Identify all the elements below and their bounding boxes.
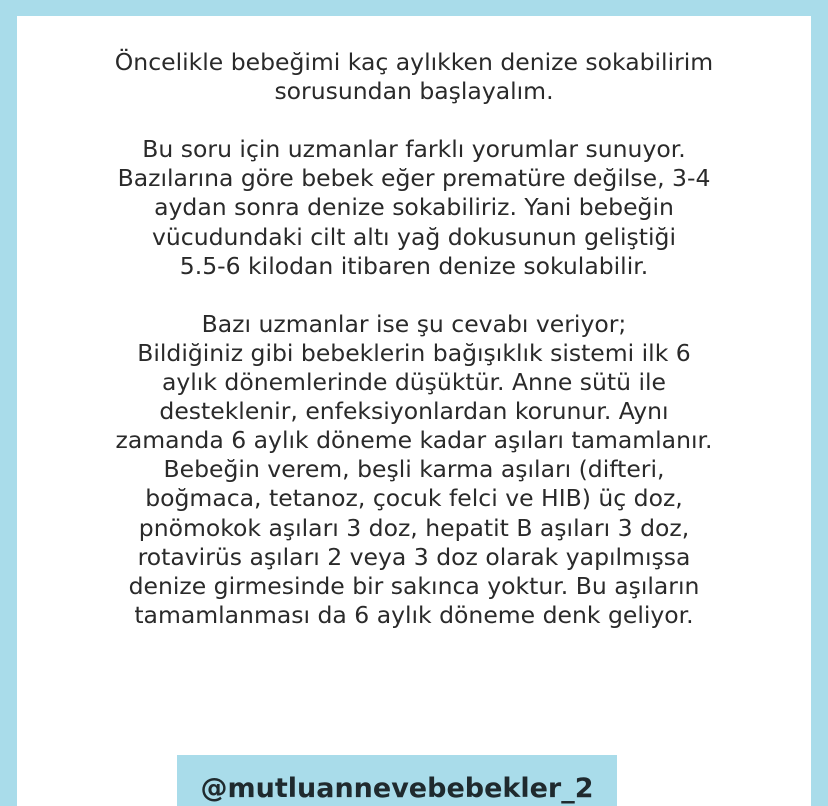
text-line: Bazılarına göre bebek eğer prematüre değilse, 3-4 bbox=[117, 164, 711, 193]
text-line: sorusundan başlayalım. bbox=[274, 77, 554, 106]
text-line: desteklenir, enfeksiyonlardan korunur. Aynı bbox=[159, 397, 669, 426]
paragraph-vaccines bbox=[17, 310, 811, 630]
text-line: Öncelikle bebeğimi kaç aylıkken denize sokabilirim bbox=[114, 48, 714, 76]
text-line: Bildiğiniz gibi bebeklerin bağışıklık sistemi ilk 6 bbox=[137, 338, 691, 367]
text-line: vücudundaki cilt altı yağ dokusunun geliştiği bbox=[152, 222, 676, 251]
paragraph-intro bbox=[17, 48, 811, 106]
text-line: boğmaca, tetanoz, çocuk felci ve HIB) üç doz, bbox=[145, 484, 683, 513]
text-line: Bebeğin verem, beşli karma aşıları (difteri, bbox=[163, 455, 665, 484]
text-line: aydan sonra denize sokabiliriz. Yani bebeğin bbox=[154, 193, 674, 222]
text-line: rotavirüs aşıları 2 veya 3 doz olarak yapılmışsa bbox=[137, 542, 691, 571]
account-handle: @mutluannevebebekler_2 bbox=[177, 755, 617, 806]
text-line: pnömokok aşıları 3 doz, hepatit B aşıları 3 doz, bbox=[138, 513, 690, 542]
text-line: aylık dönemlerinde düşüktür. Anne sütü ile bbox=[161, 368, 667, 397]
paragraph-expert-views bbox=[17, 135, 811, 280]
text-line: 5.5-6 kilodan itibaren denize sokulabilir. bbox=[179, 251, 649, 280]
text-line: Bazı uzmanlar ise şu cevabı veriyor; bbox=[201, 309, 627, 338]
text-line: denize girmesinde bir sakınca yoktur. Bu aşıların bbox=[128, 571, 700, 600]
text-line: zamanda 6 aylık döneme kadar aşıları tamamlanır. bbox=[115, 426, 713, 455]
text-line: tamamlanması da 6 aylık döneme denk geliyor. bbox=[134, 600, 694, 629]
text-line: Bu soru için uzmanlar farklı yorumlar sunuyor. bbox=[142, 135, 686, 164]
text-card bbox=[17, 16, 811, 806]
article-text bbox=[17, 48, 811, 659]
